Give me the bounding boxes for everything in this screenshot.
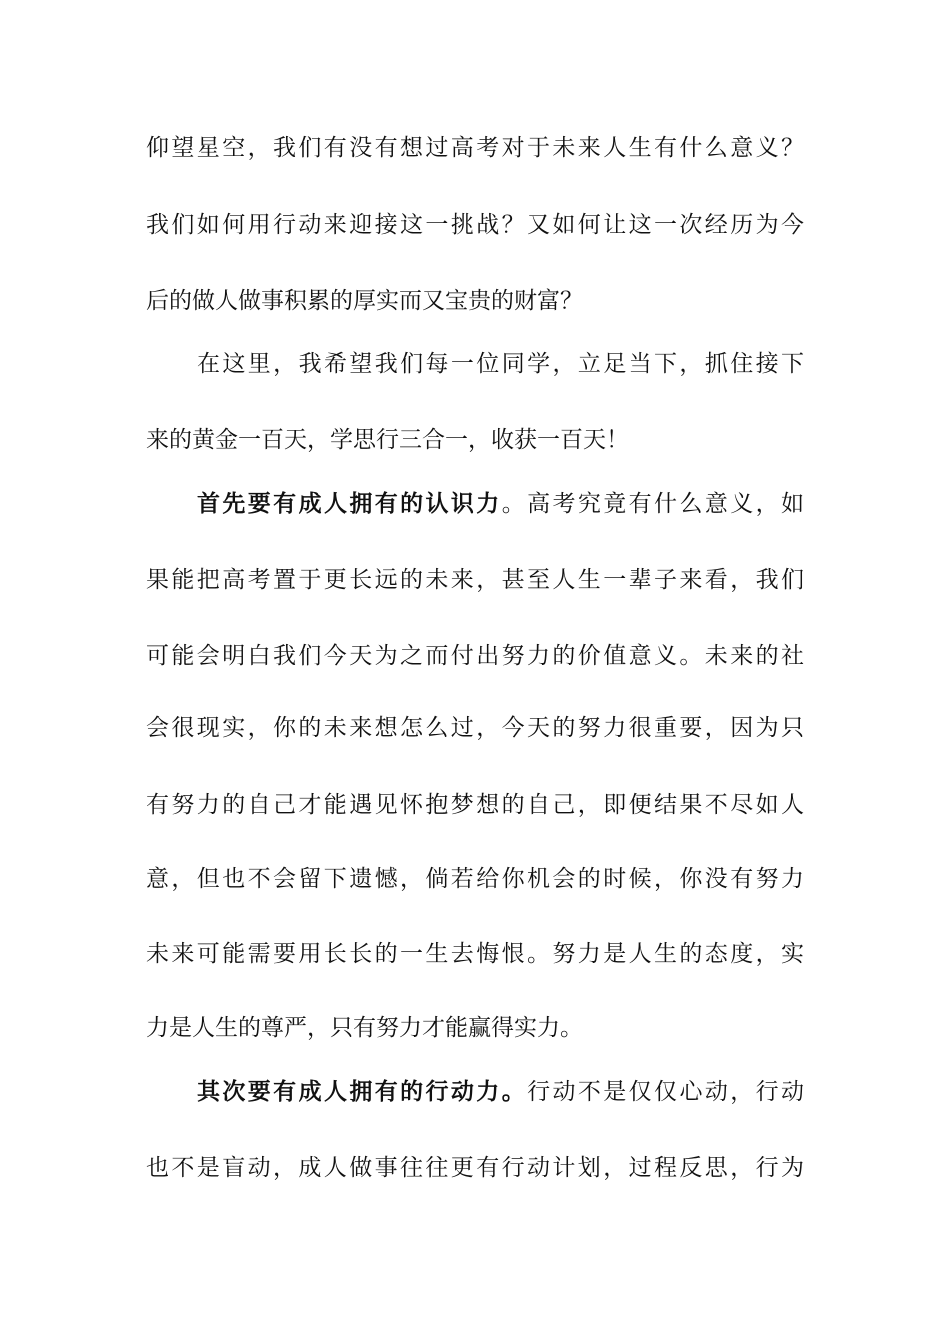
text-line: 仰望星空，我们有没有想过高考对于未来人生有什么意义？ <box>146 135 804 161</box>
text-line: 有努力的自己才能遇见怀抱梦想的自己，即便结果不尽如人 <box>146 792 804 818</box>
text-line: 可能会明白我们今天为之而付出努力的价值意义。未来的社 <box>146 643 804 669</box>
bold-heading-text: 首先要有成人拥有的认识力 <box>197 490 502 517</box>
text-line: 果能把高考置于更长远的未来，甚至人生一辈子来看，我们 <box>146 567 804 593</box>
paragraph-first-line: 在这里，我希望我们每一位同学，立足当下，抓住接下 <box>197 351 804 377</box>
text-line: 也不是盲动，成人做事往往更有行动计划，过程反思，行为 <box>146 1155 804 1181</box>
text-line: 后的做人做事积累的厚实而又宝贵的财富？ <box>146 288 583 314</box>
text-line: 我们如何用行动来迎接这一挑战？又如何让这一次经历为今 <box>146 212 804 238</box>
paragraph-first-line: 首先要有成人拥有的认识力。高考究竟有什么意义，如 <box>197 490 805 517</box>
text-line: 未来可能需要用长长的一生去悔恨。努力是人生的态度，实 <box>146 941 804 967</box>
text-line: 来的黄金一百天，学思行三合一，收获一百天！ <box>146 427 629 453</box>
text-line: 会很现实，你的未来想怎么过，今天的努力很重要，因为只 <box>146 715 804 741</box>
paragraph-first-line: 其次要有成人拥有的行动力。行动不是仅仅心动，行动 <box>197 1078 805 1105</box>
text-line: 意，但也不会留下遗憾，倘若给你机会的时候，你没有努力 <box>146 866 804 892</box>
text-line: 力是人生的尊严，只有努力才能赢得实力。 <box>146 1015 583 1041</box>
bold-heading-text: 其次要有成人拥有的行动力。 <box>197 1078 528 1105</box>
